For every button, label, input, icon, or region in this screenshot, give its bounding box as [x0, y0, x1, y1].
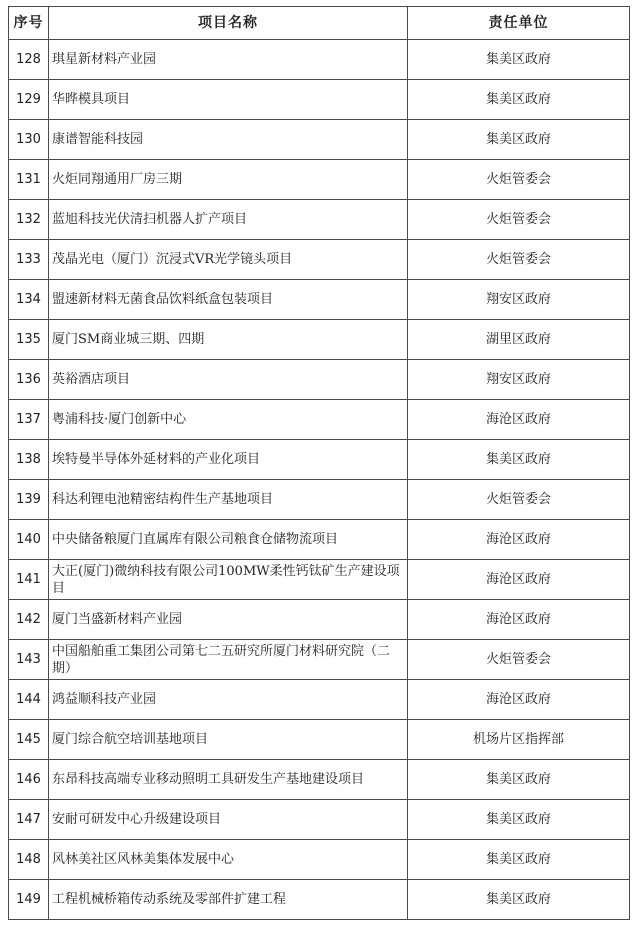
table-row [9, 440, 630, 480]
project-name: 科达利锂电池精密结构件生产基地项目 [49, 480, 408, 520]
table-row [9, 360, 630, 400]
responsible-unit: 机场片区指挥部 [408, 720, 630, 760]
row-number: 140 [9, 520, 49, 560]
responsible-unit: 火炬管委会 [408, 240, 630, 280]
project-name: 中央储备粮厦门直属库有限公司粮食仓储物流项目 [49, 520, 408, 560]
project-name: 厦门SM商业城三期、四期 [49, 320, 408, 360]
table-row [9, 840, 630, 880]
row-number: 148 [9, 840, 49, 880]
row-number: 144 [9, 680, 49, 720]
responsible-unit: 海沧区政府 [408, 520, 630, 560]
responsible-unit: 海沧区政府 [408, 560, 630, 600]
project-name: 琪星新材料产业园 [49, 40, 408, 80]
project-name: 英裕酒店项目 [49, 360, 408, 400]
table-row [9, 280, 630, 320]
row-number: 138 [9, 440, 49, 480]
table-row [9, 680, 630, 720]
project-name: 东昂科技高端专业移动照明工具研发生产基地建设项目 [49, 760, 408, 800]
project-name: 康谱智能科技园 [49, 120, 408, 160]
project-name: 安耐可研发中心升级建设项目 [49, 800, 408, 840]
responsible-unit: 翔安区政府 [408, 360, 630, 400]
table-row [9, 520, 630, 560]
row-number: 134 [9, 280, 49, 320]
project-name: 厦门综合航空培训基地项目 [49, 720, 408, 760]
responsible-unit: 集美区政府 [408, 120, 630, 160]
table-header-row [9, 7, 630, 40]
project-name: 蓝旭科技光伏清扫机器人扩产项目 [49, 200, 408, 240]
responsible-unit: 海沧区政府 [408, 400, 630, 440]
table-row [9, 160, 630, 200]
responsible-unit: 集美区政府 [408, 840, 630, 880]
row-number: 128 [9, 40, 49, 80]
project-name: 风林美社区风林美集体发展中心 [49, 840, 408, 880]
table-row [9, 560, 630, 600]
project-name: 粤浦科技·厦门创新中心 [49, 400, 408, 440]
responsible-unit: 火炬管委会 [408, 160, 630, 200]
project-name: 茂晶光电（厦门）沉浸式VR光学镜头项目 [49, 240, 408, 280]
table-row [9, 200, 630, 240]
table-row [9, 880, 630, 920]
project-name: 埃特曼半导体外延材料的产业化项目 [49, 440, 408, 480]
table-row [9, 600, 630, 640]
project-name: 华晔模具项目 [49, 80, 408, 120]
row-number: 137 [9, 400, 49, 440]
responsible-unit: 集美区政府 [408, 880, 630, 920]
row-number: 145 [9, 720, 49, 760]
row-number: 133 [9, 240, 49, 280]
table-row [9, 320, 630, 360]
row-number: 141 [9, 560, 49, 600]
row-number: 129 [9, 80, 49, 120]
responsible-unit: 集美区政府 [408, 760, 630, 800]
table-row [9, 720, 630, 760]
project-name: 大正(厦门)微纳科技有限公司100MW柔性钙钛矿生产建设项目 [49, 560, 408, 600]
responsible-unit: 火炬管委会 [408, 640, 630, 680]
responsible-unit: 火炬管委会 [408, 200, 630, 240]
project-name: 中国船舶重工集团公司第七二五研究所厦门材料研究院（二期） [49, 640, 408, 680]
project-table [8, 6, 630, 920]
responsible-unit: 火炬管委会 [408, 480, 630, 520]
table-body [9, 40, 630, 920]
row-number: 146 [9, 760, 49, 800]
table-row [9, 480, 630, 520]
row-number: 135 [9, 320, 49, 360]
row-number: 139 [9, 480, 49, 520]
row-number: 143 [9, 640, 49, 680]
project-name: 工程机械桥箱传动系统及零部件扩建工程 [49, 880, 408, 920]
project-name: 厦门当盛新材料产业园 [49, 600, 408, 640]
row-number: 149 [9, 880, 49, 920]
row-number: 142 [9, 600, 49, 640]
row-number: 136 [9, 360, 49, 400]
table-row [9, 120, 630, 160]
responsible-unit: 集美区政府 [408, 80, 630, 120]
responsible-unit: 集美区政府 [408, 800, 630, 840]
table-row [9, 80, 630, 120]
table-row [9, 800, 630, 840]
table-row [9, 240, 630, 280]
responsible-unit: 翔安区政府 [408, 280, 630, 320]
table-row [9, 760, 630, 800]
responsible-unit: 海沧区政府 [408, 600, 630, 640]
table-row [9, 640, 630, 680]
row-number: 131 [9, 160, 49, 200]
responsible-unit: 湖里区政府 [408, 320, 630, 360]
header-name: 项目名称 [49, 7, 408, 40]
responsible-unit: 集美区政府 [408, 440, 630, 480]
responsible-unit: 集美区政府 [408, 40, 630, 80]
header-no: 序号 [9, 7, 49, 40]
project-name: 火炬同翔通用厂房三期 [49, 160, 408, 200]
header-unit: 责任单位 [408, 7, 630, 40]
table-row [9, 400, 630, 440]
row-number: 132 [9, 200, 49, 240]
table-row [9, 40, 630, 80]
project-name: 盟速新材料无菌食品饮料纸盒包装项目 [49, 280, 408, 320]
project-name: 鸿益顺科技产业园 [49, 680, 408, 720]
responsible-unit: 海沧区政府 [408, 680, 630, 720]
row-number: 147 [9, 800, 49, 840]
row-number: 130 [9, 120, 49, 160]
